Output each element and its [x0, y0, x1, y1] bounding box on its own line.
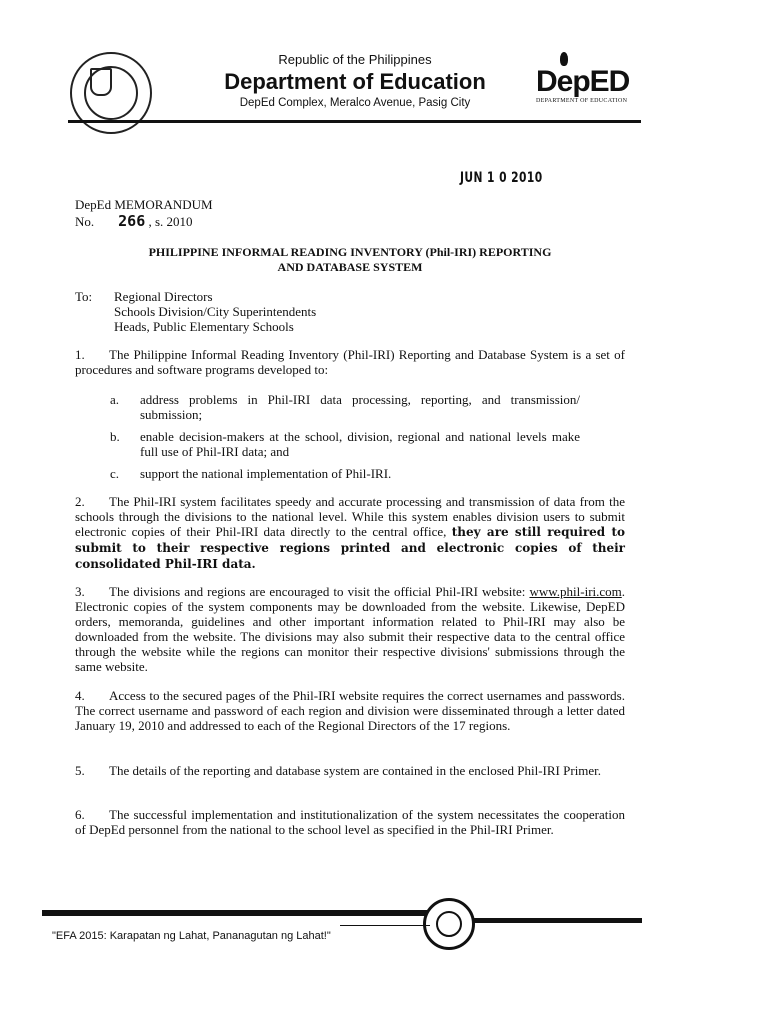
paragraph-number: 4.: [75, 688, 85, 703]
memo-no-label: No.: [75, 214, 95, 229]
footer-slogan: "EFA 2015: Karapatan ng Lahat, Pananagutan ng Lahat!": [52, 930, 331, 942]
paragraph-text: The successful implementation and institutionalization of the system necessitates the cooperation of DepEd personnel from the national to the school level as specified in the Phil-IRI Primer.: [75, 807, 625, 837]
paragraph-1: [75, 347, 625, 377]
paragraph-number: 1.: [75, 347, 85, 362]
list-marker: b.: [110, 429, 120, 444]
header-divider: [68, 120, 641, 123]
paragraph-3: [75, 584, 625, 674]
paragraph-number: 6.: [75, 807, 85, 822]
memo-number: 266: [118, 212, 146, 230]
paragraph-number: 3.: [75, 584, 85, 599]
list-marker: a.: [110, 392, 120, 407]
objective-list: [110, 392, 580, 488]
memo-title-line1: PHILIPPINE INFORMAL READING INVENTORY (Phil-IRI) REPORTING: [148, 245, 552, 259]
memo-type: DepEd MEMORANDUM: [75, 197, 213, 212]
recipients: [114, 289, 316, 334]
recipient: Regional Directors: [114, 289, 213, 304]
deped-logo: [522, 52, 632, 112]
list-item-text: support the national implementation of Phil-IRI.: [140, 466, 392, 481]
list-marker: c.: [110, 466, 120, 481]
deped-logo-subtitle: DEPARTMENT OF EDUCATION: [536, 98, 628, 104]
efa-seal-icon: [423, 898, 475, 950]
date-stamp: JUN 1 0 2010: [460, 170, 543, 186]
recipient: Schools Division/City Superintendents: [114, 304, 317, 319]
memo-title-line2: AND DATABASE SYSTEM: [277, 260, 423, 274]
paragraph-2: [75, 494, 625, 572]
paragraph-6: [75, 807, 625, 837]
list-item-text: address problems in Phil-IRI data processing, reporting, and transmission/ submission;: [140, 392, 580, 422]
memo-title: [75, 245, 625, 275]
list-item: [110, 392, 580, 422]
paragraph-number: 2.: [75, 494, 85, 509]
footer-rule-left: [42, 910, 427, 916]
torch-flame-icon: [560, 52, 568, 66]
list-item: [110, 429, 580, 459]
list-item-text: enable decision-makers at the school, division, regional and national levels make full use of Phil-IRI data; and: [140, 429, 580, 459]
department-address: DepEd Complex, Meralco Avenue, Pasig City: [239, 97, 471, 109]
paragraph-text: The divisions and regions are encouraged to visit the official Phil-IRI website:: [109, 584, 526, 599]
paragraph-bold-text: they are still required to submit to their respective regions printed and electronic copies of their consolidated Phil-IRI data.: [75, 525, 626, 571]
website-link[interactable]: www.phil-iri.com: [529, 584, 622, 599]
deped-logo-word: DepED: [536, 65, 630, 98]
paragraph-text: The Philippine Informal Reading Inventory (Phil-IRI) Reporting and Database System is a set of procedures and software programs developed to:: [75, 347, 625, 377]
paragraph-text: Access to the secured pages of the Phil-IRI website requires the correct usernames and passwords. The correct username and password of each region and division were disseminated through a letter dated January 19, 2010 and addressed to each of the Regional Directors of the 17 regions.: [75, 688, 625, 733]
paragraph-4: [75, 688, 625, 733]
letterhead: [180, 52, 530, 111]
memo-reference: [75, 197, 213, 230]
recipient: Heads, Public Elementary Schools: [114, 319, 294, 334]
department-name: Department of Education: [224, 69, 486, 94]
paragraph-5: [75, 763, 625, 778]
memo-series: , s. 2010: [148, 214, 193, 229]
paragraph-text: The details of the reporting and database system are contained in the enclosed Phil-IRI Primer.: [109, 763, 602, 778]
list-item: [110, 466, 580, 481]
to-label: To:: [75, 289, 93, 304]
paragraph-text: The Phil-IRI system facilitates speedy and accurate processing and transmission of data from the schools through the divisions to the national level. While this system enables division users to submit electronic copies of their Phil-IRI data directly to the central office,: [75, 494, 625, 539]
footer-rule-right: [474, 918, 642, 923]
footer-thin-rule: [340, 925, 430, 926]
paragraph-text: . Electronic copies of the system components may be downloaded from the website. Likewise, DepED orders, memoranda, guidelines and other important information related to Phil-IRI may also be downloaded from the website. The divisions may also submit their respective data to the central office through the website while the regions can monitor their respective divisions' submissions through the same website.: [75, 584, 626, 674]
paragraph-number: 5.: [75, 763, 85, 778]
republic-line: Republic of the Philippines: [278, 52, 432, 67]
